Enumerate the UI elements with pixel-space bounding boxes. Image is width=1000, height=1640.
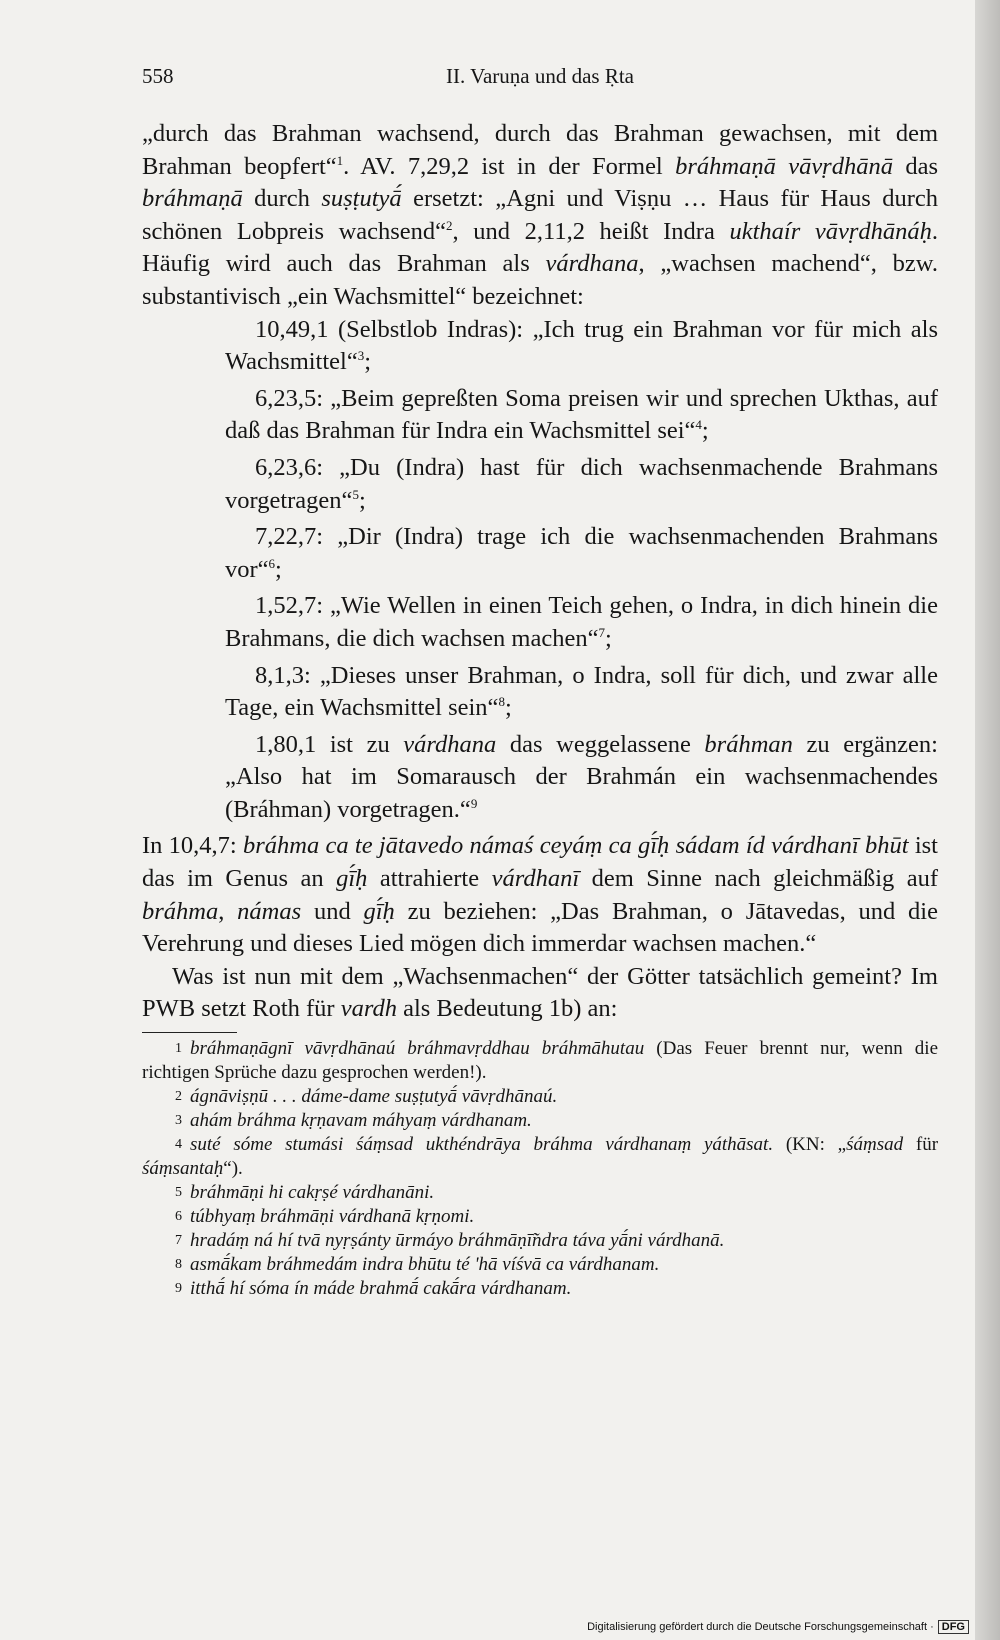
- running-head: II. Varuṇa und das Ṛta: [446, 64, 634, 88]
- italic-term: hradáṃ ná hí tvā nyṛṣánty ūrmáyo bráhmāṇī̃ndra táva yā́ni várdhanā.: [190, 1230, 725, 1252]
- citation-item: 10,49,1 (Selbstlob Indras): „Ich trug ein Brahman vor für mich als Wachsmittel“$^3$;: [225, 315, 938, 376]
- footnote-ref: 9: [470, 795, 478, 811]
- footnote-ref: 8: [498, 694, 505, 710]
- footnote-ref: 3: [357, 348, 365, 364]
- footnote: [142, 1277, 938, 1301]
- citation-item: 6,23,6: „Du (Indra) hast für dich wachsenmachende Brahmans vorgetragen“$^5$;: [225, 453, 938, 514]
- italic-term: itthā́ hí sóma ín máde brahmā́ cakā́ra várdhanam.: [190, 1278, 572, 1300]
- italic-term: bráhmāṇi hi cakṛṣé várdhanāni.: [190, 1182, 435, 1204]
- footnotes: [142, 1037, 938, 1301]
- footnote-ref: 2: [446, 217, 453, 233]
- italic-term: gī́ḥ: [336, 865, 368, 893]
- dfg-logo-icon: DFG: [938, 1620, 969, 1634]
- italic-term: bráhman: [704, 730, 793, 758]
- italic-term: túbhyaṃ bráhmāṇi várdhanā kṛṇomi.: [190, 1206, 475, 1228]
- footnote: [142, 1109, 938, 1133]
- footnote: 4 suté sóme stumási śáṃsad ukthéndrāya bráhma várdhanaṃ yáthāsat. (KN: „śáṃsad für śáṃsantaḥ“).: [142, 1134, 939, 1180]
- footnote-number: 4: [175, 1137, 182, 1153]
- paragraph-2: In 10,4,7: bráhma ca te jātavedo námaś ceyáṃ ca gī́ḥ sádam íd várdhanī bhūt ist das im Genus an gī́ḥ attrahierte várdhanī dem Sinne nach gleichmäßig auf bráhma, námas und gī́ḥ zu beziehen: „Das Brahman, o Jātavedas, und die Verehrung und dieses Lied mögen dich immerdar wachsen machen.“: [142, 832, 939, 958]
- paragraph-1: „durch das Brahman wachsend, durch das Brahman gewachsen, mit dem Brahman beopfert“$^1$. AV. 7,29,2 ist in der Formel bráhmaṇā vāvṛdhānā das bráhmaṇā durch suṣṭutyā́ ersetzt: „Agni und Viṣṇu … Haus für Haus durch schönen Lobpreis wachsend“$^2$, und 2,11,2 heißt Indra ukthaír vāvṛdhānáḥ. Häufig wird auch das Brahman als várdhana, „wachsen machend“, bzw. substantivisch „ein Wachsmittel“ bezeichnet:: [142, 120, 938, 310]
- footnote: 1 bráhmaṇāgnī vāvṛdhānaú bráhmavṛddhau bráhmāhutau (Das Feuer brennt nur, wenn die richtigen Sprüche dazu gesprochen werden!).: [142, 1038, 939, 1084]
- footnote: [142, 1085, 938, 1109]
- italic-term: suṣṭutyā́: [321, 185, 402, 213]
- footer-credit: Digitalisierung gefördert durch die Deutsche Forschungsgemeinschaft ·: [587, 1621, 934, 1633]
- footnote-number: 8: [175, 1257, 182, 1273]
- citation-item: 1,80,1 ist zu várdhana das weggelassene bráhman zu ergänzen: „Also hat im Somarausch der Brahmán ein wachsenmachendes (Bráhman) vorgetragen.“$^9$: [225, 730, 938, 823]
- paragraph-3: Was ist nun mit dem „Wachsenmachen“ der Götter tatsächlich gemeint? Im PWB setzt Roth für vardh als Bedeutung 1b) an:: [142, 962, 938, 1023]
- italic-term: suté sóme stumási śáṃsad ukthéndrāya bráhma várdhanaṃ yáthāsat.: [190, 1134, 774, 1156]
- footnote-ref: 7: [598, 624, 605, 640]
- citation-list: [225, 314, 938, 827]
- footnote-number: 3: [175, 1113, 182, 1129]
- italic-term: ahám bráhma kṛṇavam máhyaṃ várdhanam.: [190, 1110, 532, 1132]
- footnote: [142, 1253, 938, 1277]
- digitization-footer: [587, 1620, 969, 1634]
- footnote-ref: 1: [336, 152, 344, 168]
- italic-term: vardh: [340, 995, 397, 1023]
- italic-term: bráhmaṇāgnī vāvṛdhānaú bráhmavṛddhau bráhmāhutau: [190, 1038, 645, 1060]
- italic-term: várdhana: [545, 250, 639, 278]
- footnote-ref: 4: [695, 417, 702, 433]
- italic-term: gī́ḥ: [363, 897, 395, 925]
- footnote-ref: 5: [352, 486, 359, 502]
- italic-term: śáṃsad: [846, 1134, 904, 1156]
- citation-item: 8,1,3: „Dieses unser Brahman, o Indra, soll für dich, und zwar alle Tage, ein Wachsmittel sein“$^8$;: [225, 661, 938, 722]
- italic-term: ágnāviṣṇū . . . dáme-dame suṣṭutyā́ vāvṛdhānaú.: [190, 1086, 558, 1108]
- italic-term: várdhanī: [491, 865, 580, 893]
- main-text: [142, 118, 938, 1301]
- italic-term: asmā́kam bráhmedám indra bhūtu té 'hā víśvā ca várdhanam.: [190, 1254, 660, 1276]
- citation-item: 6,23,5: „Beim gepreßten Soma preisen wir und sprechen Ukthas, auf daß das Brahman für Indra ein Wachsmittel sei“$^4$;: [225, 384, 938, 445]
- footnote-number: 5: [175, 1185, 182, 1201]
- footnote-number: 9: [175, 1281, 182, 1297]
- footnote-number: 7: [175, 1233, 182, 1249]
- footnote-rule: [142, 1032, 237, 1033]
- italic-term: bráhmaṇā vāvṛdhānā: [675, 152, 893, 180]
- italic-term: námas: [237, 897, 302, 925]
- citation-item: 1,52,7: „Wie Wellen in einen Teich gehen, o Indra, in dich hinein die Brahmans, die dich wachsen machen“$^7$;: [225, 592, 938, 652]
- italic-term: bráhma ca te jātavedo námaś ceyáṃ ca gī́ḥ sádam íd várdhanī bhūt: [243, 832, 909, 860]
- footnote: [142, 1229, 938, 1253]
- italic-term: bráhmaṇā: [142, 185, 243, 213]
- italic-term: ukthaír vāvṛdhānáḥ: [729, 217, 932, 245]
- footnote: [142, 1205, 938, 1229]
- page-number: 558: [142, 64, 174, 88]
- italic-term: várdhana: [403, 730, 497, 758]
- footnote: [142, 1181, 938, 1205]
- footnote-ref: 6: [268, 555, 276, 571]
- page-edge: [975, 0, 1000, 1640]
- footnote-number: 2: [175, 1089, 182, 1105]
- footnote-number: 1: [175, 1041, 182, 1057]
- italic-term: śáṃsantaḥ: [142, 1158, 224, 1180]
- page-header: [142, 60, 938, 92]
- citation-item: 7,22,7: „Dir (Indra) trage ich die wachsenmachenden Brahmans vor“$^6$;: [225, 523, 938, 583]
- footnote-number: 6: [175, 1209, 182, 1225]
- italic-term: bráhma: [142, 897, 219, 925]
